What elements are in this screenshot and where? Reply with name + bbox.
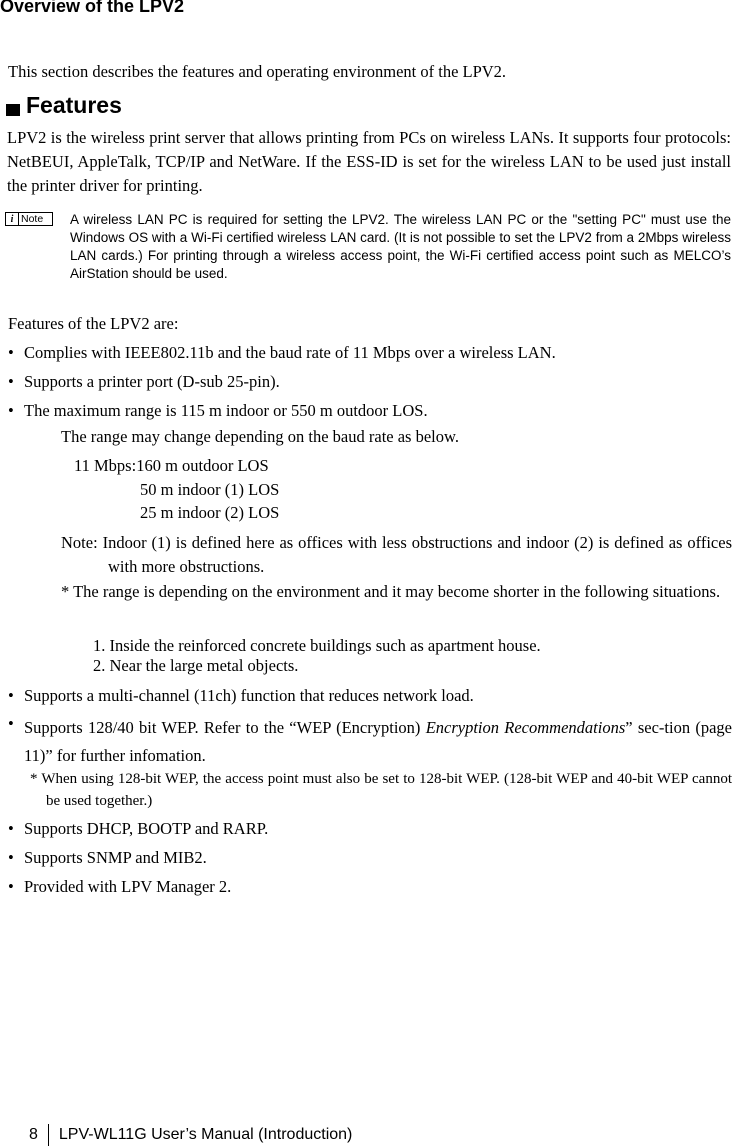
list-item-text [24, 714, 732, 770]
range-row: 11 Mbps:160 m outdoor LOS [74, 456, 269, 475]
bullet: • [8, 848, 14, 867]
bullet: • [8, 372, 14, 391]
situation-item: 2. Near the large metal objects. [93, 656, 299, 675]
list-item [8, 343, 728, 365]
range-intro: The range may change depending on the baud rate as below. [61, 427, 459, 446]
manual-title: LPV-WL11G User’s Manual (Introduction) [58, 1126, 353, 1143]
bullet: • [8, 877, 14, 896]
range-star-note: * The range is depending on the environment and it may become shorter in the following situations. [61, 582, 721, 601]
list-item [8, 686, 728, 708]
features-lead: Features of the LPV2 are: [8, 314, 179, 333]
bullet: • [8, 686, 14, 705]
note-icon [5, 212, 53, 226]
list-item-text: Supports a printer port (D-sub 25-pin). [24, 372, 280, 391]
range-note: Note: Indoor (1) is defined here as offices with less obstructions and indoor (2) is defined as offices with more obstructions. [61, 533, 732, 576]
list-item-text: Provided with LPV Manager 2. [24, 877, 232, 896]
list-item [8, 848, 728, 870]
note-icon-label: Note [21, 213, 44, 225]
page-number: 8 [29, 1126, 38, 1143]
list-item [8, 877, 728, 899]
bullet: • [8, 714, 14, 733]
list-item-text: Complies with IEEE802.11b and the baud rate of 11 Mbps over a wireless LAN. [24, 343, 556, 362]
list-item [8, 714, 733, 766]
bullet: • [8, 343, 14, 362]
list-item [8, 819, 728, 841]
heading-square-icon [6, 104, 20, 116]
features-heading-label: Features [26, 92, 122, 118]
list-item [8, 401, 728, 423]
range-row: 50 m indoor (1) LOS [140, 480, 280, 499]
list-item-text: The maximum range is 115 m indoor or 550 m outdoor LOS. [24, 401, 428, 420]
list-item-text: Supports a multi-channel (11ch) function that reduces network load. [24, 686, 474, 705]
wep-text-start: Supports 128/40 bit WEP. Refer to the “WEP (Encryption) [24, 718, 426, 737]
info-icon: i [6, 213, 19, 225]
situation-item: 1. Inside the reinforced concrete buildings such as apartment house. [93, 636, 541, 655]
wep-text-end: ” sec-tion (page 11)” for further infomation. [24, 718, 732, 765]
note-text: A wireless LAN PC is required for setting the LPV2. The wireless LAN PC or the "setting PC" must use the Windows OS with a Wi-Fi certified wireless LAN card. (It is not possible to set the LPV2 from a 2Mbps wireless LAN cards.) For printing through a wireless access point, the Wi-Fi certified access point such as MELCO’s AirStation should be used. [70, 212, 731, 281]
page-footer [29, 1124, 352, 1146]
wep-star-note: * When using 128-bit WEP, the access point must also be set to 128-bit WEP. (128-bit WEP and 40-bit WEP cannot be used together.) [30, 771, 732, 809]
intro-text: This section describes the features and operating environment of the LPV2. [8, 62, 507, 81]
page-title: Overview of the LPV2 [0, 0, 185, 16]
list-item [8, 372, 728, 394]
bullet: • [8, 819, 14, 838]
footer-divider [48, 1124, 49, 1146]
list-item-text: Supports DHCP, BOOTP and RARP. [24, 819, 269, 838]
wep-link-title: Encryption Recommendations [425, 718, 626, 737]
list-item-text: Supports SNMP and MIB2. [24, 848, 207, 867]
bullet: • [8, 401, 14, 420]
range-row: 25 m indoor (2) LOS [140, 503, 280, 522]
features-paragraph: LPV2 is the wireless print server that allows printing from PCs on wireless LANs. It supports four protocols: NetBEUI, AppleTalk, TCP/IP and NetWare. If the ESS-ID is set for the wireless LAN to be used just install the printer driver for printing. [7, 128, 731, 195]
